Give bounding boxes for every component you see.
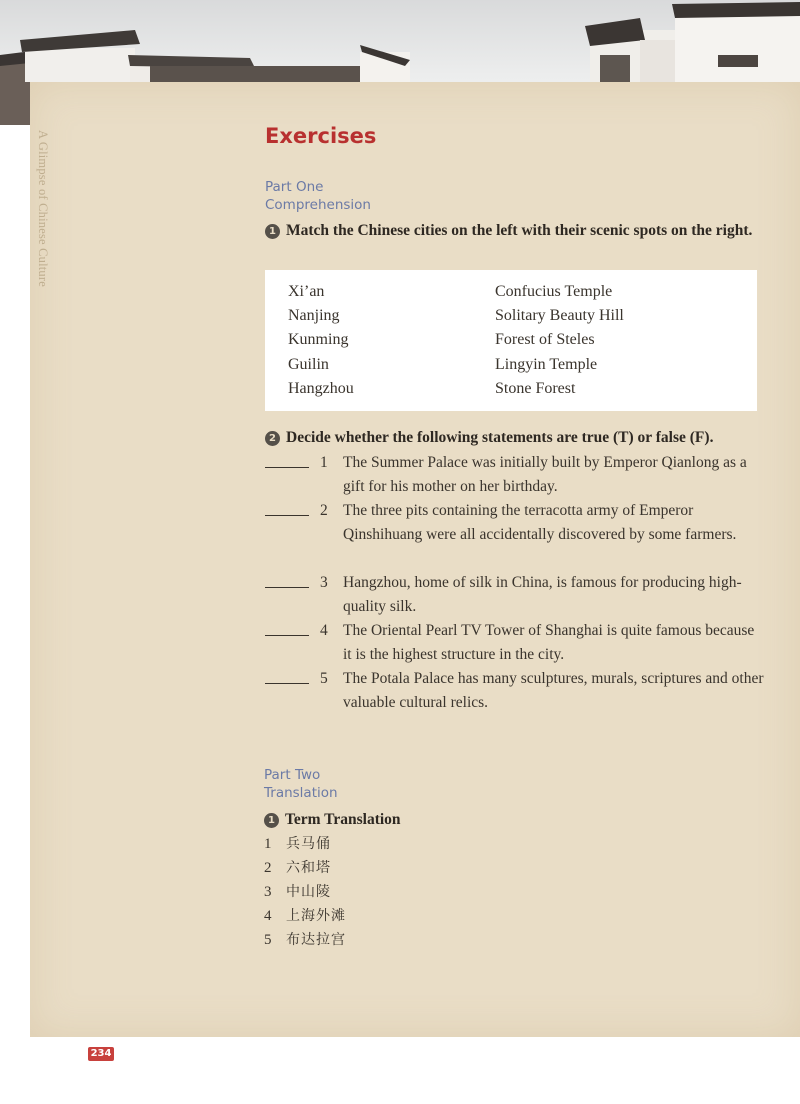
answer-blank[interactable] <box>265 587 309 588</box>
question-number-badge: 1 <box>264 813 279 828</box>
term-text: 布达拉宫 <box>286 932 346 948</box>
statement-number: 5 <box>320 670 328 687</box>
cities-column <box>288 280 354 401</box>
term-text: 兵马俑 <box>286 836 331 852</box>
answer-blank[interactable] <box>265 683 309 684</box>
term-number: 1 <box>264 836 272 852</box>
spots-column <box>495 280 624 401</box>
statement-item <box>265 619 765 667</box>
statement-item <box>265 499 765 547</box>
matching-table <box>265 270 757 411</box>
running-head: A Glimpse of Chinese Culture <box>36 130 50 287</box>
term-translation-instruction <box>264 808 401 832</box>
term-item <box>264 856 331 880</box>
term-translation-text: Term Translation <box>285 811 401 828</box>
term-number: 3 <box>264 884 272 900</box>
term-text: 中山陵 <box>286 884 331 900</box>
matching-instruction <box>265 219 760 243</box>
part-two-heading <box>264 766 338 802</box>
statement-number: 4 <box>320 622 328 639</box>
term-item <box>264 904 346 928</box>
statement-text: The Potala Palace has many sculptures, murals, scriptures and other valuable cultural relics. <box>343 670 764 711</box>
question-number-badge: 2 <box>265 431 280 446</box>
statement-text: The Oriental Pearl TV Tower of Shanghai is quite famous because it is the highest structure in the city. <box>343 622 755 663</box>
spot-item: Confucius Temple <box>495 283 613 300</box>
spot-item: Stone Forest <box>495 379 576 397</box>
term-text: 六和塔 <box>286 860 331 876</box>
city-item: Kunming <box>288 331 349 349</box>
true-false-instruction-text: Decide whether the following statements are true (T) or false (F). <box>286 429 714 446</box>
statement-item <box>265 571 765 619</box>
statement-text: The Summer Palace was initially built by Emperor Qianlong as a gift for his mother on her birthday. <box>343 454 747 495</box>
answer-blank[interactable] <box>265 515 309 516</box>
spot-item: Lingyin Temple <box>495 355 598 373</box>
page-number: 234 <box>88 1047 114 1061</box>
term-number: 2 <box>264 860 272 876</box>
city-item: Guilin <box>288 355 329 373</box>
part-one-title: Part One <box>265 179 324 195</box>
answer-blank[interactable] <box>265 635 309 636</box>
term-number: 4 <box>264 908 272 924</box>
term-item <box>264 928 346 952</box>
part-two-subtitle: Translation <box>264 785 338 801</box>
city-item: Xi’an <box>288 283 325 300</box>
spot-item: Solitary Beauty Hill <box>495 307 624 325</box>
term-number: 5 <box>264 932 272 948</box>
matching-instruction-text: Match the Chinese cities on the left with their scenic spots on the right. <box>286 222 753 239</box>
statement-text: Hangzhou, home of silk in China, is famous for producing high-quality silk. <box>343 574 742 615</box>
statement-item <box>265 451 765 499</box>
statement-item <box>265 667 765 715</box>
term-item <box>264 832 331 856</box>
part-one-subtitle: Comprehension <box>265 197 371 213</box>
statement-number: 2 <box>320 502 328 519</box>
statement-number: 3 <box>320 574 328 591</box>
part-two-title: Part Two <box>264 767 321 783</box>
spot-item: Forest of Steles <box>495 331 595 349</box>
part-one-heading <box>265 178 371 214</box>
page-title: Exercises <box>265 124 377 148</box>
answer-blank[interactable] <box>265 467 309 468</box>
question-number-badge: 1 <box>265 224 280 239</box>
term-text: 上海外滩 <box>286 908 346 924</box>
true-false-instruction <box>265 426 760 450</box>
statement-number: 1 <box>320 454 328 471</box>
city-item: Nanjing <box>288 307 340 325</box>
term-item <box>264 880 331 904</box>
statement-text: The three pits containing the terracotta army of Emperor Qinshihuang were all accidentally discovered by some farmers. <box>343 502 737 543</box>
city-item: Hangzhou <box>288 379 354 397</box>
